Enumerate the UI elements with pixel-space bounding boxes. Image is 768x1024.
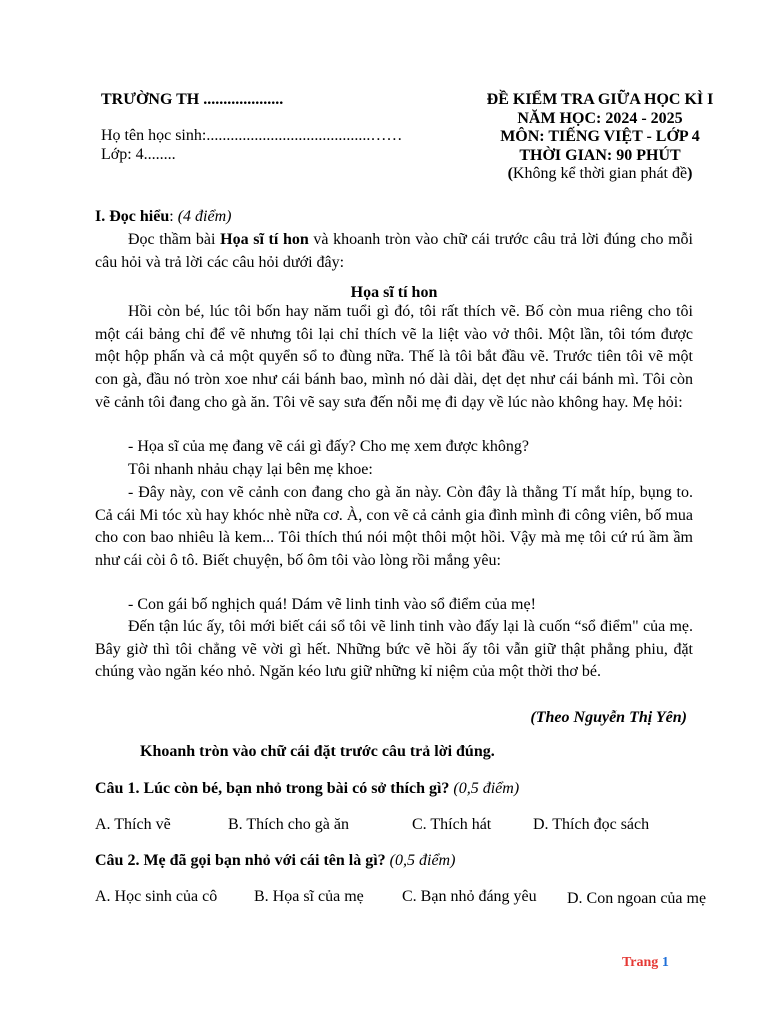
page-label: Trang [622, 955, 659, 970]
q2-option-c[interactable]: C. Bạn nhỏ đáng yêu [402, 888, 537, 905]
story-paragraph-2: - Họa sĩ của mẹ đang vẽ cái gì đấy? Cho mẹ xem được không? [128, 438, 530, 455]
q2-option-b[interactable]: B. Họa sĩ của mẹ [254, 888, 364, 905]
duration-note: (Không kể thời gian phát đề) [507, 165, 693, 182]
school-name: TRƯỜNG TH .................... [101, 91, 284, 108]
story-paragraph-3: Tôi nhanh nhảu chạy lại bên mẹ khoe: [128, 461, 373, 478]
q1-option-c[interactable]: C. Thích hát [412, 816, 492, 833]
story-paragraph-1: Hồi còn bé, lúc tôi bốn hay năm tuổi gì đó, tôi rất thích vẽ. Bố còn mua riêng cho tôi một cái bảng chỉ để vẽ nhưng tôi lại chỉ thích vẽ la liệt vào vở thôi. Một lần, tôi tóm được một hộp phấn và cả một quyển sổ to đùng nữa. Thế là tôi bắt đầu vẽ. Trước tiên tôi vẽ một con gà, đầu nó tròn xoe như cái bánh bao, mình nó dài dài, dẹt dẹt như cái bánh mì. Tôi còn vẽ cảnh tôi đang cho gà ăn. Tôi vẽ say sưa đến nỗi mẹ đi dạy về lúc nào không hay. Mẹ hỏi: [95, 303, 693, 411]
page-number [622, 955, 669, 971]
student-name-field: Họ tên học sinh:.........................................…… [101, 127, 403, 144]
q1-option-d[interactable]: D. Thích đọc sách [533, 816, 650, 833]
q2-option-d-text: D. Con ngoan của mẹ [567, 890, 707, 907]
section-intro: Đọc thầm bài Họa sĩ tí hon và khoanh tròn vào chữ cái trước câu trả lời đúng cho mỗi câu hỏi và trả lời các câu hỏi dưới đây: [95, 231, 693, 271]
q2-option-d[interactable] [567, 888, 707, 910]
subject: MÔN: TIẾNG VIỆT - LỚP 4 [500, 128, 700, 145]
story-paragraph-4: - Đây này, con vẽ cảnh con đang cho gà ăn này. Còn đây là thằng Tí mắt híp, bụng to. Cả cái Mi tóc xù hay khóc nhè nữa cơ. À, con vẽ cả cảnh gia đình mình đi công viên, bố mua cho con bao nhiêu là kem... Tôi thích thú nói một thôi một hồi. Vậy mà mẹ tôi cứ rú ầm ầm như cái còi ô tô. Biết chuyện, bố ôm tôi vào lòng rồi mắng yêu: [95, 484, 693, 570]
exam-header [470, 91, 730, 184]
story-source: (Theo Nguyễn Thị Yên) [530, 709, 687, 726]
question-1: Câu 1. Lúc còn bé, bạn nhỏ trong bài có sở thích gì? (0,5 điểm) [95, 780, 520, 797]
duration: THỜI GIAN: 90 PHÚT [519, 146, 681, 164]
story-paragraph-5: - Con gái bố nghịch quá! Dám vẽ linh tinh vào sổ điểm của mẹ! [128, 596, 536, 613]
page-number-value: 1 [661, 955, 669, 970]
section-title: I. Đọc hiểu: (4 điểm) [95, 208, 232, 225]
q2-option-a[interactable]: A. Học sinh của cô [95, 888, 218, 905]
story-title: Họa sĩ tí hon [350, 284, 438, 301]
school-year: NĂM HỌC: 2024 - 2025 [517, 109, 683, 127]
question-2: Câu 2. Mẹ đã gọi bạn nhỏ với cái tên là gì? (0,5 điểm) [95, 852, 456, 869]
class-field: Lớp: 4........ [101, 146, 176, 163]
instruction: Khoanh tròn vào chữ cái đặt trước câu trả lời đúng. [140, 743, 495, 760]
q1-option-b[interactable]: B. Thích cho gà ăn [228, 816, 350, 833]
exam-title: ĐỀ KIỂM TRA GIỮA HỌC KÌ I [486, 91, 714, 108]
story-paragraph-6: Đến tận lúc ấy, tôi mới biết cái sổ tôi vẽ linh tinh vào đấy lại là cuốn “sổ điểm" của mẹ. Bây giờ thì tôi chẳng vẽ vời gì hết. Những bức vẽ hồi ấy tôi vẫn giữ thật phẳng phiu, đặt chúng vào ngăn kéo nhỏ. Ngăn kéo lưu giữ những kỉ niệm của một thời thơ bé. [95, 618, 693, 681]
q1-option-a[interactable]: A. Thích vẽ [95, 816, 171, 833]
